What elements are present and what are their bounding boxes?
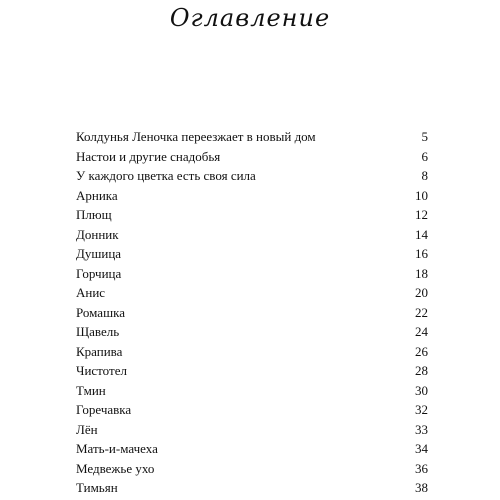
toc-entry <box>76 147 428 167</box>
toc-entry-page: 14 <box>415 226 428 242</box>
toc-entry <box>76 400 428 420</box>
toc-entry-title: Крапива <box>76 343 123 359</box>
toc-entry-page: 28 <box>415 363 428 378</box>
toc-entry-title: Арника <box>76 187 118 203</box>
toc-entry <box>76 439 428 459</box>
toc-entry-page: 8 <box>421 168 428 183</box>
toc-entry-page: 38 <box>415 480 428 495</box>
toc-entry <box>76 361 428 381</box>
toc-entry <box>76 225 428 245</box>
toc-entry-title: Тмин <box>76 382 106 398</box>
toc-entry <box>76 322 428 342</box>
toc-entry-title: Душица <box>76 246 122 261</box>
toc-entry-title: Колдунья Леночка переезжает в новый дом <box>76 129 316 144</box>
page-title: Оглавление <box>169 4 331 32</box>
toc-entry <box>76 166 428 186</box>
toc-entry <box>76 459 428 479</box>
toc-entry <box>76 283 428 303</box>
toc-entry <box>76 420 428 440</box>
toc-entry-page: 34 <box>415 441 428 456</box>
toc-entry <box>76 244 428 264</box>
toc-entry <box>76 303 428 323</box>
toc-entry-title: Медвежье ухо <box>76 460 155 476</box>
toc-entry-page: 30 <box>415 382 428 398</box>
toc-entry-page: 6 <box>421 148 428 164</box>
toc-entry <box>76 264 428 284</box>
toc-entry-page: 33 <box>415 421 428 437</box>
toc-entry-title: Ромашка <box>76 304 125 320</box>
toc-entry-page: 22 <box>415 304 428 320</box>
toc-entry-title: Настои и другие снадобья <box>76 148 221 164</box>
toc-entry-title: Мать-и-мачеха <box>76 441 158 456</box>
toc-entry-page: 32 <box>415 402 428 417</box>
toc-entry-page: 20 <box>415 285 428 300</box>
toc-entry <box>76 186 428 206</box>
toc-entry-title: Горечавка <box>76 402 132 417</box>
toc-entry-title: Щавель <box>76 324 120 339</box>
toc-entry-page: 24 <box>415 324 428 339</box>
toc-entry-page: 16 <box>415 246 428 261</box>
toc-entry-page: 26 <box>415 343 428 359</box>
toc-entry-title: Плющ <box>76 207 112 222</box>
toc-entry-title: Лён <box>76 421 98 437</box>
toc-entry <box>76 127 428 147</box>
toc-entry-title: Чистотел <box>76 363 127 378</box>
toc-entry-page: 10 <box>415 187 428 203</box>
toc-entry-title: Тимьян <box>76 480 118 495</box>
toc-entry-title: Анис <box>76 285 106 300</box>
toc-entry <box>76 342 428 362</box>
table-of-contents <box>76 127 428 498</box>
toc-entry-title: Горчица <box>76 265 122 281</box>
toc-entry <box>76 205 428 225</box>
toc-entry-page: 12 <box>415 207 428 222</box>
toc-entry-page: 5 <box>421 129 428 144</box>
toc-entry <box>76 381 428 401</box>
toc-entry-page: 18 <box>415 265 428 281</box>
toc-entry-title: У каждого цветка есть своя сила <box>76 168 256 183</box>
toc-entry-title: Донник <box>76 226 119 242</box>
toc-entry-page: 36 <box>415 460 428 476</box>
toc-entry <box>76 478 428 498</box>
